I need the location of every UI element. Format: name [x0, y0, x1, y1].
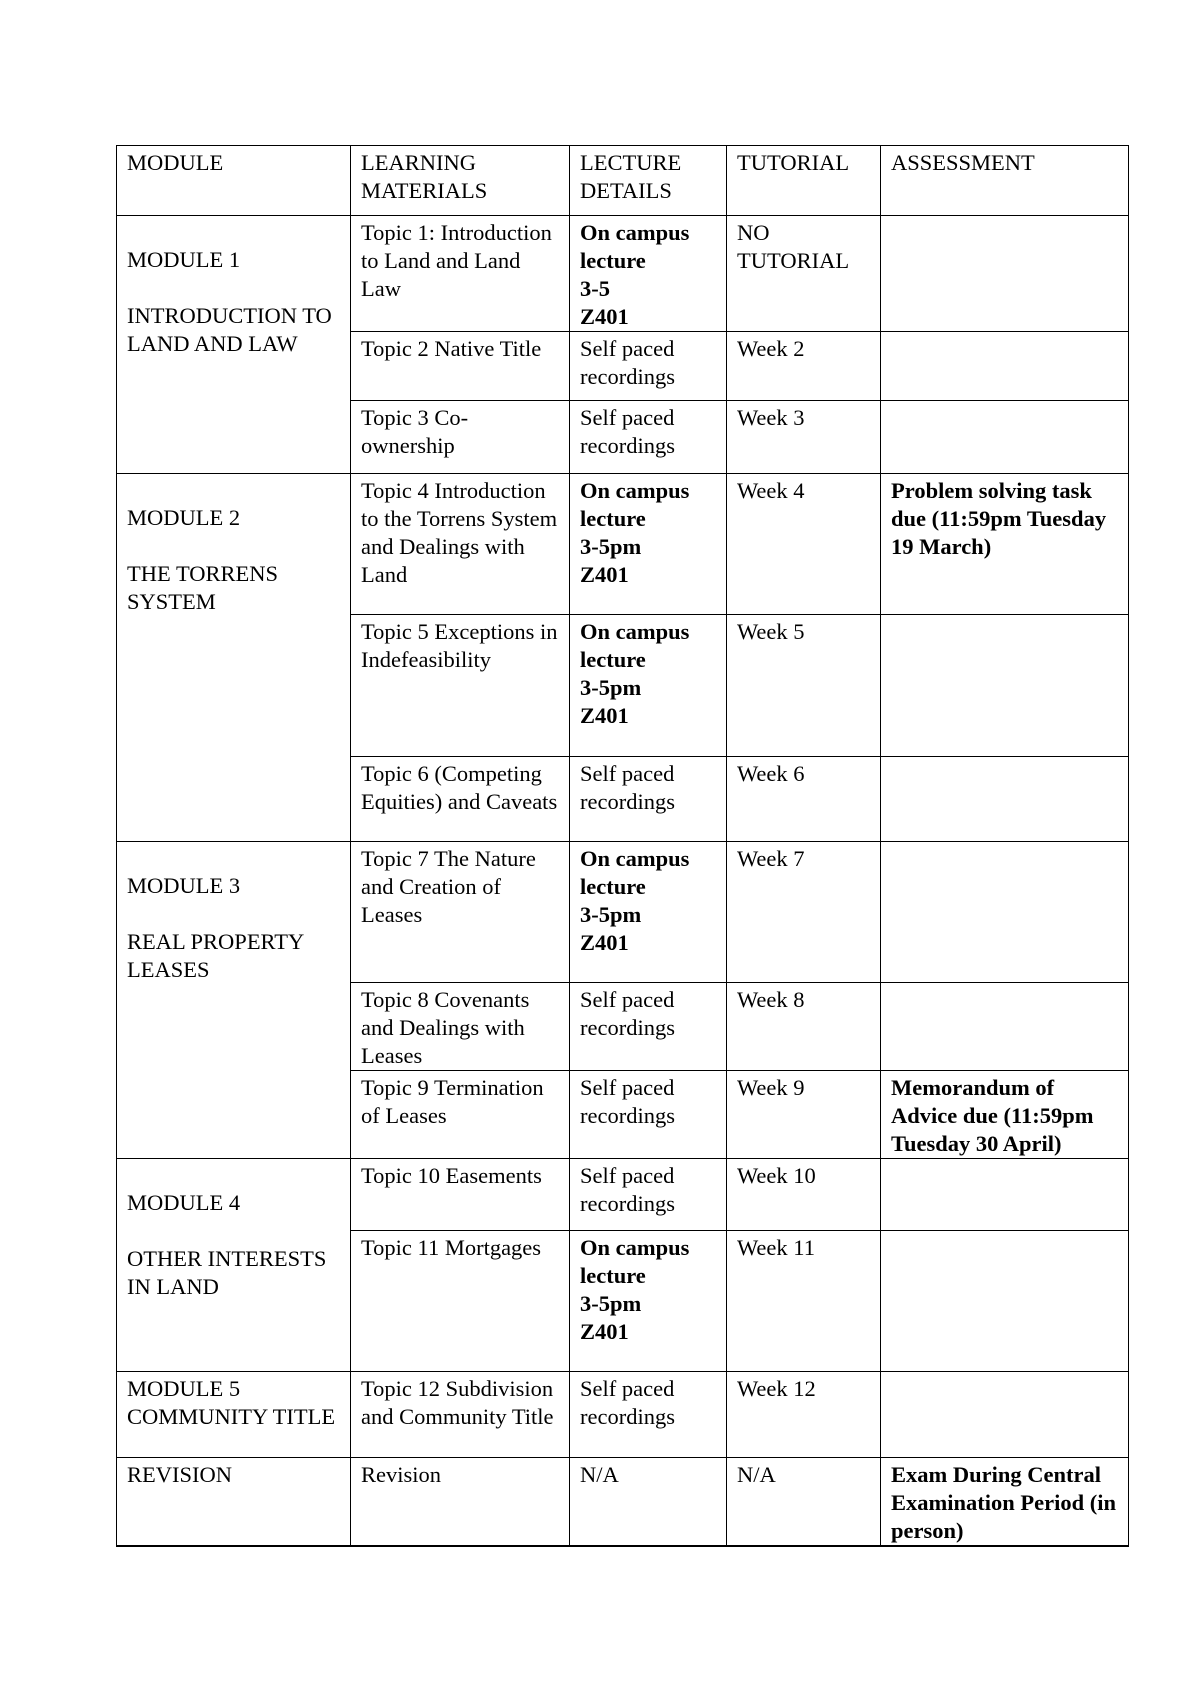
module-name: MODULE 2: [127, 505, 241, 530]
module-name: MODULE 1: [127, 247, 241, 272]
table-row: [117, 842, 1129, 983]
assessment-cell: [881, 1372, 1129, 1458]
topic-cell: Topic 3 Co-ownership: [351, 401, 570, 474]
topic-cell: Topic 8 Covenants and Dealings with Leases: [351, 983, 570, 1071]
lecture-cell: On campus lecture 3-5pm Z401: [570, 474, 727, 615]
assessment-cell: Memorandum of Advice due (11:59pm Tuesday 30 April): [881, 1071, 1129, 1159]
header-learning-materials: LEARNING MATERIALS: [351, 146, 570, 216]
tutorial-cell: N/A: [727, 1458, 881, 1547]
module-title: INTRODUCTION TO LAND AND LAW: [127, 303, 332, 356]
topic-cell: Topic 1: Introduction to Land and Land Law: [351, 216, 570, 332]
module-name: REVISION: [127, 1462, 232, 1487]
lecture-cell: On campus lecture 3-5 Z401: [570, 216, 727, 332]
lecture-cell: Self paced recordings: [570, 1372, 727, 1458]
topic-cell: Topic 12 Subdivision and Community Title: [351, 1372, 570, 1458]
module-title: OTHER INTERESTS IN LAND: [127, 1246, 327, 1299]
module-name: MODULE 5: [127, 1376, 241, 1401]
header-lecture-details: LECTURE DETAILS: [570, 146, 727, 216]
tutorial-cell: NO TUTORIAL: [727, 216, 881, 332]
assessment-cell: [881, 1231, 1129, 1372]
module-cell: [117, 216, 351, 474]
lecture-cell: Self paced recordings: [570, 1159, 727, 1231]
module-cell: [117, 1458, 351, 1547]
lecture-cell: On campus lecture 3-5pm Z401: [570, 842, 727, 983]
module-title: REAL PROPERTY LEASES: [127, 929, 304, 982]
lecture-cell: On campus lecture 3-5pm Z401: [570, 615, 727, 757]
lecture-cell: Self paced recordings: [570, 1071, 727, 1159]
course-schedule-table: [116, 145, 1129, 1547]
topic-cell: Topic 4 Introduction to the Torrens System and Dealings with Land: [351, 474, 570, 615]
tutorial-cell: Week 6: [727, 757, 881, 842]
topic-cell: Revision: [351, 1458, 570, 1547]
header-row: [117, 146, 1129, 216]
module-name: MODULE 3: [127, 873, 241, 898]
table-row: [117, 474, 1129, 615]
assessment-cell: Problem solving task due (11:59pm Tuesday 19 March): [881, 474, 1129, 615]
assessment-cell: [881, 216, 1129, 332]
tutorial-cell: Week 5: [727, 615, 881, 757]
assessment-cell: [881, 332, 1129, 401]
module-cell: [117, 1159, 351, 1372]
assessment-cell: Exam During Central Examination Period (in person): [881, 1458, 1129, 1547]
module-title: THE TORRENS SYSTEM: [127, 561, 279, 614]
tutorial-cell: Week 9: [727, 1071, 881, 1159]
lecture-cell: Self paced recordings: [570, 401, 727, 474]
tutorial-cell: Week 11: [727, 1231, 881, 1372]
assessment-cell: [881, 842, 1129, 983]
module-title: COMMUNITY TITLE: [127, 1404, 336, 1429]
table-row: [117, 216, 1129, 332]
topic-cell: Topic 2 Native Title: [351, 332, 570, 401]
topic-cell: Topic 10 Easements: [351, 1159, 570, 1231]
module-name: MODULE 4: [127, 1190, 241, 1215]
topic-cell: Topic 6 (Competing Equities) and Caveats: [351, 757, 570, 842]
tutorial-cell: Week 4: [727, 474, 881, 615]
module-cell: [117, 1372, 351, 1458]
tutorial-cell: Week 2: [727, 332, 881, 401]
assessment-cell: [881, 615, 1129, 757]
lecture-cell: On campus lecture 3-5pm Z401: [570, 1231, 727, 1372]
lecture-cell: Self paced recordings: [570, 983, 727, 1071]
tutorial-cell: Week 3: [727, 401, 881, 474]
module-cell: [117, 474, 351, 842]
lecture-cell: Self paced recordings: [570, 332, 727, 401]
lecture-cell: Self paced recordings: [570, 757, 727, 842]
assessment-cell: [881, 401, 1129, 474]
topic-cell: Topic 5 Exceptions in Indefeasibility: [351, 615, 570, 757]
tutorial-cell: Week 7: [727, 842, 881, 983]
tutorial-cell: Week 12: [727, 1372, 881, 1458]
header-assessment: ASSESSMENT: [881, 146, 1129, 216]
table-row: [117, 1458, 1129, 1547]
tutorial-cell: Week 8: [727, 983, 881, 1071]
assessment-cell: [881, 983, 1129, 1071]
module-cell: [117, 842, 351, 1159]
table-row: [117, 1372, 1129, 1458]
header-module: MODULE: [117, 146, 351, 216]
lecture-cell: N/A: [570, 1458, 727, 1547]
header-tutorial: TUTORIAL: [727, 146, 881, 216]
topic-cell: Topic 7 The Nature and Creation of Leases: [351, 842, 570, 983]
tutorial-cell: Week 10: [727, 1159, 881, 1231]
topic-cell: Topic 9 Termination of Leases: [351, 1071, 570, 1159]
table-row: [117, 1159, 1129, 1231]
assessment-cell: [881, 1159, 1129, 1231]
assessment-cell: [881, 757, 1129, 842]
topic-cell: Topic 11 Mortgages: [351, 1231, 570, 1372]
